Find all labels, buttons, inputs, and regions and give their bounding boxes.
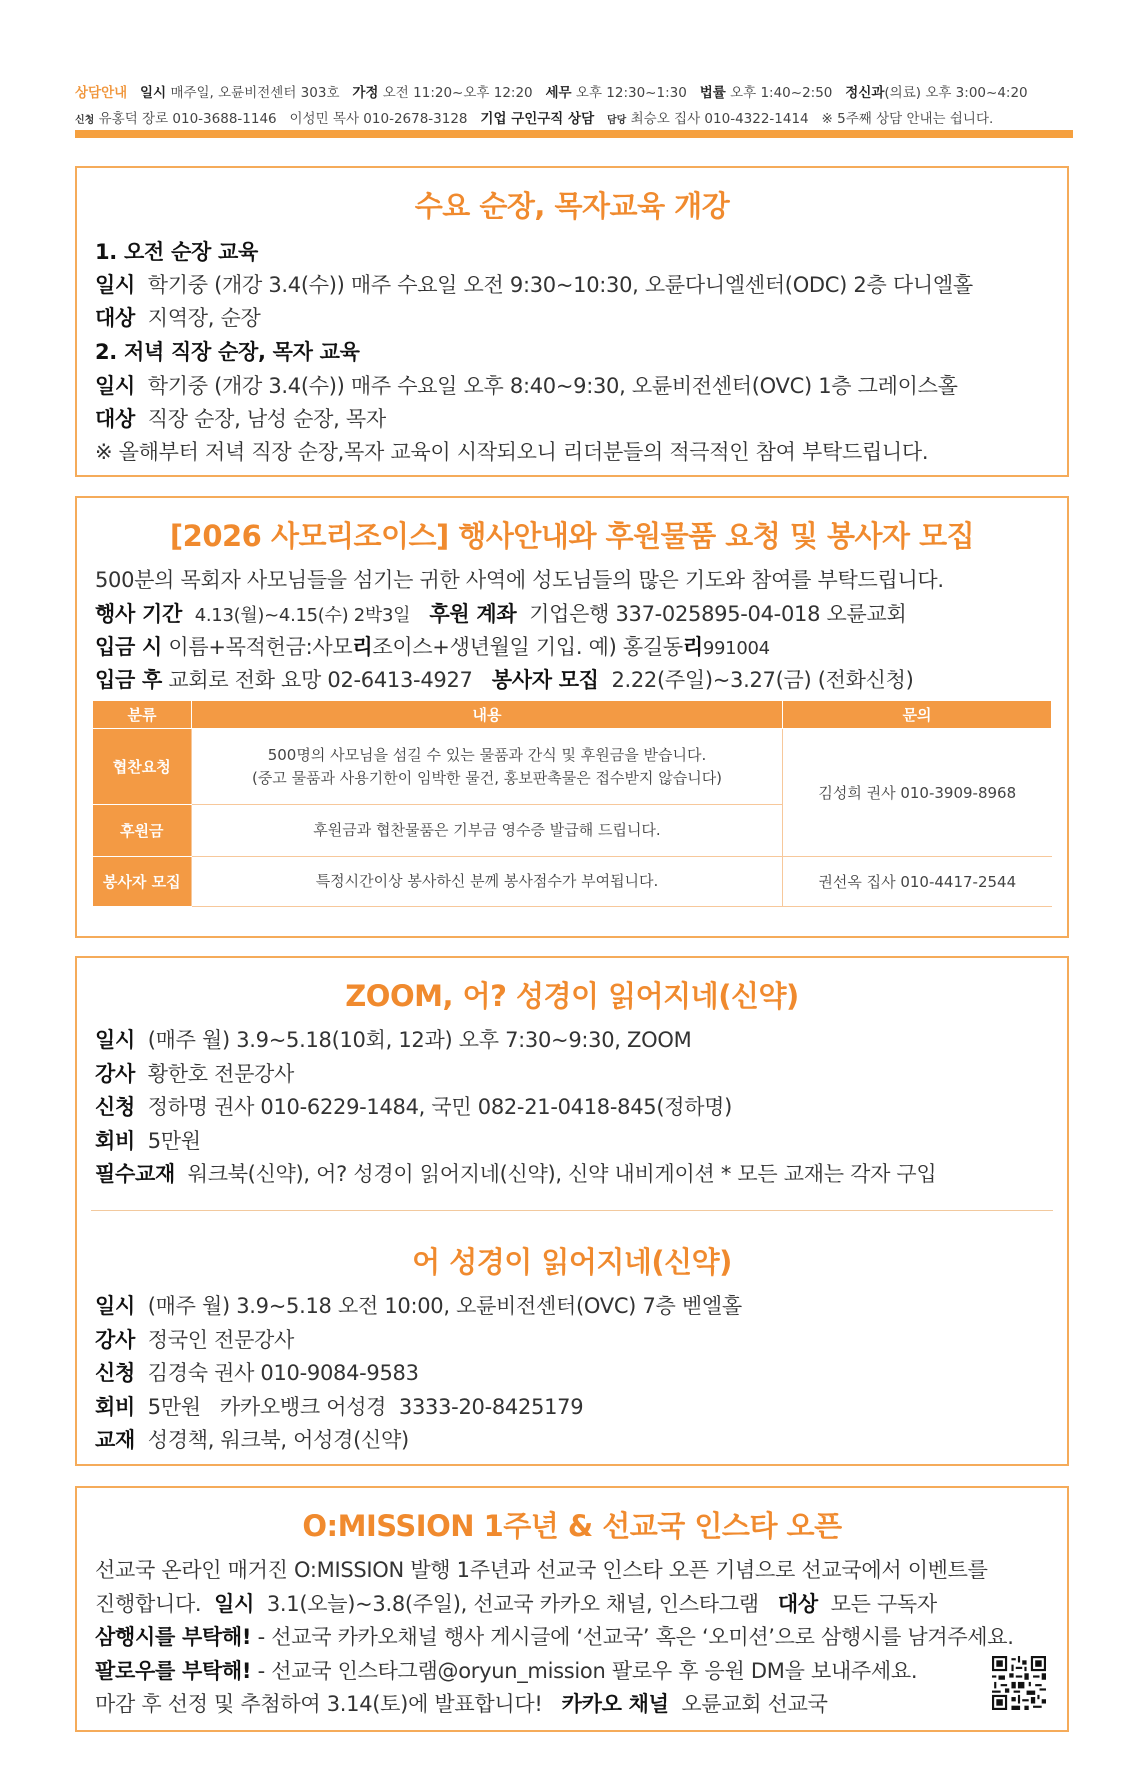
event-intro: 선교국 온라인 매거진 O:MISSION 발행 1주년과 선교국 인스타 오픈 기념으로 선교국에서 이벤트를 bbox=[95, 1558, 988, 1582]
deposit-bold-1: 리 bbox=[352, 635, 373, 659]
sec1-title-text: 1. 오전 순장 교육 bbox=[95, 240, 258, 264]
apply-value: 정하명 권사 010-6229-1484, 국민 082-21-0418-845(정하명) bbox=[147, 1095, 733, 1119]
col-content: 내용 bbox=[192, 701, 783, 729]
sec1-target bbox=[95, 302, 260, 332]
time-value: 매주일, 오륜비전센터 303호 bbox=[170, 85, 340, 101]
law-label: 법률 bbox=[699, 85, 726, 101]
closed-note: ※ 5주째 상담 안내는 쉽니다. bbox=[821, 111, 994, 127]
kakao-label: 카카오 채널 bbox=[561, 1692, 669, 1716]
sec2-title bbox=[95, 336, 360, 366]
after-deposit-line bbox=[95, 664, 913, 694]
period-label: 행사 기간 bbox=[95, 602, 182, 626]
samhaengsi-text: - 선교국 카카오채널 행사 게시글에 ‘선교국’ 혹은 ‘오미션’으로 삼행시를 남겨주세요. bbox=[251, 1625, 1014, 1649]
zoom-apply bbox=[95, 1091, 732, 1121]
zoom-course-title: ZOOM, 어? 성경이 읽어지네(신약) bbox=[345, 979, 799, 1013]
target-label: 대상 bbox=[95, 407, 135, 431]
after-value: 교회로 전화 요망 02-6413-4927 bbox=[168, 668, 473, 692]
target-value: 모든 구독자 bbox=[830, 1592, 937, 1616]
row-content-line2: (중고 물품과 사용기한이 임박한 물건, 홍보판촉물은 접수받지 않습니다) bbox=[251, 768, 723, 787]
time-label: 일시 bbox=[95, 273, 135, 297]
book-value: 성경책, 워크북, 어성경(신약) bbox=[147, 1428, 409, 1452]
deposit-text-1: 이름+목적헌금:사모 bbox=[168, 635, 353, 659]
table-row bbox=[93, 857, 1052, 907]
kakao-value: 오륜교회 선교국 bbox=[681, 1692, 828, 1716]
box4-title: O:MISSION 1주년 & 선교국 인스타 오픈 bbox=[302, 1509, 842, 1543]
time-label: 일시 bbox=[214, 1592, 255, 1616]
fee-value: 5만원 카카오뱅크 어성경 3333-20-8425179 bbox=[147, 1395, 584, 1419]
sec2-title-text: 2. 저녁 직장 순장, 목자 교육 bbox=[95, 340, 360, 364]
section-divider bbox=[91, 1210, 1053, 1211]
box2-intro: 500분의 목회자 사모님들을 섬기는 귀한 사역에 성도님들의 많은 기도와 참여를 부탁드립니다. bbox=[95, 568, 944, 592]
samhaengsi-event bbox=[95, 1621, 1014, 1651]
box1-title: 수요 순장, 목자교육 개강 bbox=[414, 189, 730, 223]
fee-label: 회비 bbox=[95, 1395, 135, 1419]
offline-book bbox=[95, 1424, 409, 1454]
law-time: 오후 1:40~2:50 bbox=[730, 85, 833, 101]
consultation-label: 상담안내 bbox=[75, 85, 128, 101]
time-value: (매주 월) 3.9~5.18(10회, 12과) 오후 7:30~9:30, ZOOM bbox=[147, 1028, 692, 1052]
qr-code-icon[interactable] bbox=[992, 1656, 1046, 1710]
follow-event bbox=[95, 1655, 917, 1685]
time-value: (매주 월) 3.9~5.18 오전 10:00, 오륜비전센터(OVC) 7층 벧엘홀 bbox=[147, 1294, 742, 1318]
col-category: 분류 bbox=[93, 701, 192, 729]
apply-label: 신청 bbox=[95, 1361, 135, 1385]
manager-label: 담당 bbox=[607, 115, 627, 126]
table-row bbox=[93, 729, 1052, 805]
contact-1: 유홍덕 장로 010-3688-1146 bbox=[98, 111, 277, 127]
event-schedule bbox=[95, 1588, 937, 1618]
sec1-time bbox=[95, 269, 973, 299]
volunteer-label: 봉사자 모집 bbox=[491, 668, 599, 692]
consultation-info bbox=[75, 80, 1075, 134]
table-header-row bbox=[93, 701, 1052, 729]
fee-value: 5만원 bbox=[147, 1129, 201, 1153]
contact-2: 이성민 목사 010-2678-3128 bbox=[289, 111, 468, 127]
sec2-time bbox=[95, 370, 958, 400]
zoom-book bbox=[95, 1158, 936, 1188]
fee-label: 회비 bbox=[95, 1129, 135, 1153]
contact-kim: 김성희 권사 010-3909-8968 bbox=[783, 729, 1052, 857]
bible-reading-box bbox=[75, 956, 1069, 1466]
offline-apply bbox=[95, 1357, 419, 1387]
psychiatry-time: (의료) 오후 3:00~4:20 bbox=[884, 85, 1028, 101]
contact-kwon: 권선옥 집사 010-4417-2544 bbox=[783, 857, 1052, 907]
book-label: 교재 bbox=[95, 1428, 135, 1452]
teacher-value: 정국인 전문강사 bbox=[147, 1328, 295, 1352]
samo-rejoice-box bbox=[75, 496, 1069, 938]
zoom-time bbox=[95, 1024, 691, 1054]
tax-label: 세무 bbox=[545, 85, 572, 101]
row-content-line1: 500명의 사모님을 섬길 수 있는 물품과 간식 및 후원금을 받습니다. bbox=[267, 745, 707, 764]
event-intro-end: 진행합니다. bbox=[95, 1592, 202, 1616]
time-label: 일시 bbox=[95, 1294, 135, 1318]
col-contact: 문의 bbox=[783, 701, 1052, 729]
samhaengsi-label: 삼행시를 부탁해! bbox=[95, 1625, 252, 1649]
row-content bbox=[192, 729, 783, 805]
time-label: 일시 bbox=[140, 85, 167, 101]
apply-label: 신청 bbox=[95, 1095, 135, 1119]
deposit-line bbox=[95, 631, 770, 661]
offline-course-title: 어 성경이 읽어지네(신약) bbox=[412, 1245, 732, 1279]
period-account-line bbox=[95, 598, 906, 628]
target-label: 대상 bbox=[95, 306, 135, 330]
time-value: 3.1(오늘)~3.8(주일), 선교국 카카오 채널, 인스타그램 bbox=[266, 1592, 759, 1616]
target-label: 대상 bbox=[777, 1592, 818, 1616]
time-label: 일시 bbox=[95, 1028, 135, 1052]
account-label: 후원 계좌 bbox=[429, 602, 517, 626]
account-value: 기업은행 337-025895-04-018 오륜교회 bbox=[529, 602, 907, 626]
teacher-label: 강사 bbox=[95, 1062, 135, 1086]
time-value: 학기중 (개강 3.4(수)) 매주 수요일 오후 8:40~9:30, 오륜비전센터(OVC) 1층 그레이스홀 bbox=[147, 374, 958, 398]
row-content: 후원금과 협찬물품은 기부금 영수증 발급해 드립니다. bbox=[192, 805, 783, 857]
teacher-label: 강사 bbox=[95, 1328, 135, 1352]
support-table bbox=[92, 700, 1052, 907]
box1-note: ※ 올해부터 저녁 직장 순장,목자 교육이 시작되오니 리더분들의 적극적인 참여 부탁드립니다. bbox=[95, 440, 929, 464]
target-value: 지역장, 순장 bbox=[147, 306, 261, 330]
row-category: 협찬요청 bbox=[93, 729, 192, 805]
family-time: 오전 11:20~오후 12:20 bbox=[382, 85, 533, 101]
announcement-line bbox=[95, 1688, 828, 1718]
teacher-value: 황한호 전문강사 bbox=[147, 1062, 295, 1086]
volunteer-value: 2.22(주일)~3.27(금) (전화신청) bbox=[611, 668, 914, 692]
box2-title: [2026 사모리조이스] 행사안내와 후원물품 요청 및 봉사자 모집 bbox=[169, 519, 975, 553]
deposit-bold-2: 리 bbox=[682, 635, 703, 659]
tax-time: 오후 12:30~1:30 bbox=[575, 85, 687, 101]
job-label: 기업 구인구직 상담 bbox=[480, 111, 595, 127]
after-label: 입금 후 bbox=[95, 668, 162, 692]
sec2-target bbox=[95, 403, 386, 433]
offline-teacher bbox=[95, 1324, 294, 1354]
follow-label: 팔로우를 부탁해! bbox=[95, 1659, 252, 1683]
follow-text: - 선교국 인스타그램@oryun_mission 팔로우 후 응원 DM을 보내주세요. bbox=[251, 1659, 918, 1683]
book-label: 필수교재 bbox=[95, 1162, 175, 1186]
row-content: 특정시간이상 봉사하신 분께 봉사점수가 부여됩니다. bbox=[192, 857, 783, 907]
announcement-text: 마감 후 선정 및 추첨하여 3.14(토)에 발표합니다! bbox=[95, 1692, 543, 1716]
manager-contact: 최승오 집사 010-4322-1414 bbox=[630, 111, 809, 127]
row-category: 봉사자 모집 bbox=[93, 857, 192, 907]
consultation-schedule-row bbox=[75, 80, 1075, 106]
time-label: 일시 bbox=[95, 374, 135, 398]
deposit-text-3: 991004 bbox=[702, 638, 770, 659]
header-rule bbox=[75, 130, 1073, 138]
sec1-title bbox=[95, 236, 258, 266]
offline-time bbox=[95, 1290, 742, 1320]
row-category: 후원금 bbox=[93, 805, 192, 857]
deposit-text-2: 조이스+생년월일 기입. 예) 홍길동 bbox=[372, 635, 683, 659]
sign-label: 신청 bbox=[75, 115, 95, 126]
period-value: 4.13(월)~4.15(수) 2박3일 bbox=[194, 605, 411, 626]
omission-event-box bbox=[75, 1486, 1069, 1732]
zoom-fee bbox=[95, 1125, 201, 1155]
target-value: 직장 순장, 남성 순장, 목자 bbox=[147, 407, 386, 431]
zoom-teacher bbox=[95, 1058, 294, 1088]
deposit-label: 입금 시 bbox=[95, 635, 162, 659]
offline-fee bbox=[95, 1391, 583, 1421]
apply-value: 김경숙 권사 010-9084-9583 bbox=[147, 1361, 419, 1385]
psychiatry-label: 정신과 bbox=[845, 85, 885, 101]
leader-education-box bbox=[75, 166, 1069, 477]
book-value: 워크북(신약), 어? 성경이 읽어지네(신약), 신약 내비게이션 * 모든 교재는 각자 구입 bbox=[187, 1162, 937, 1186]
family-label: 가정 bbox=[352, 85, 379, 101]
time-value: 학기중 (개강 3.4(수)) 매주 수요일 오전 9:30~10:30, 오륜다니엘센터(ODC) 2층 다니엘홀 bbox=[147, 273, 973, 297]
